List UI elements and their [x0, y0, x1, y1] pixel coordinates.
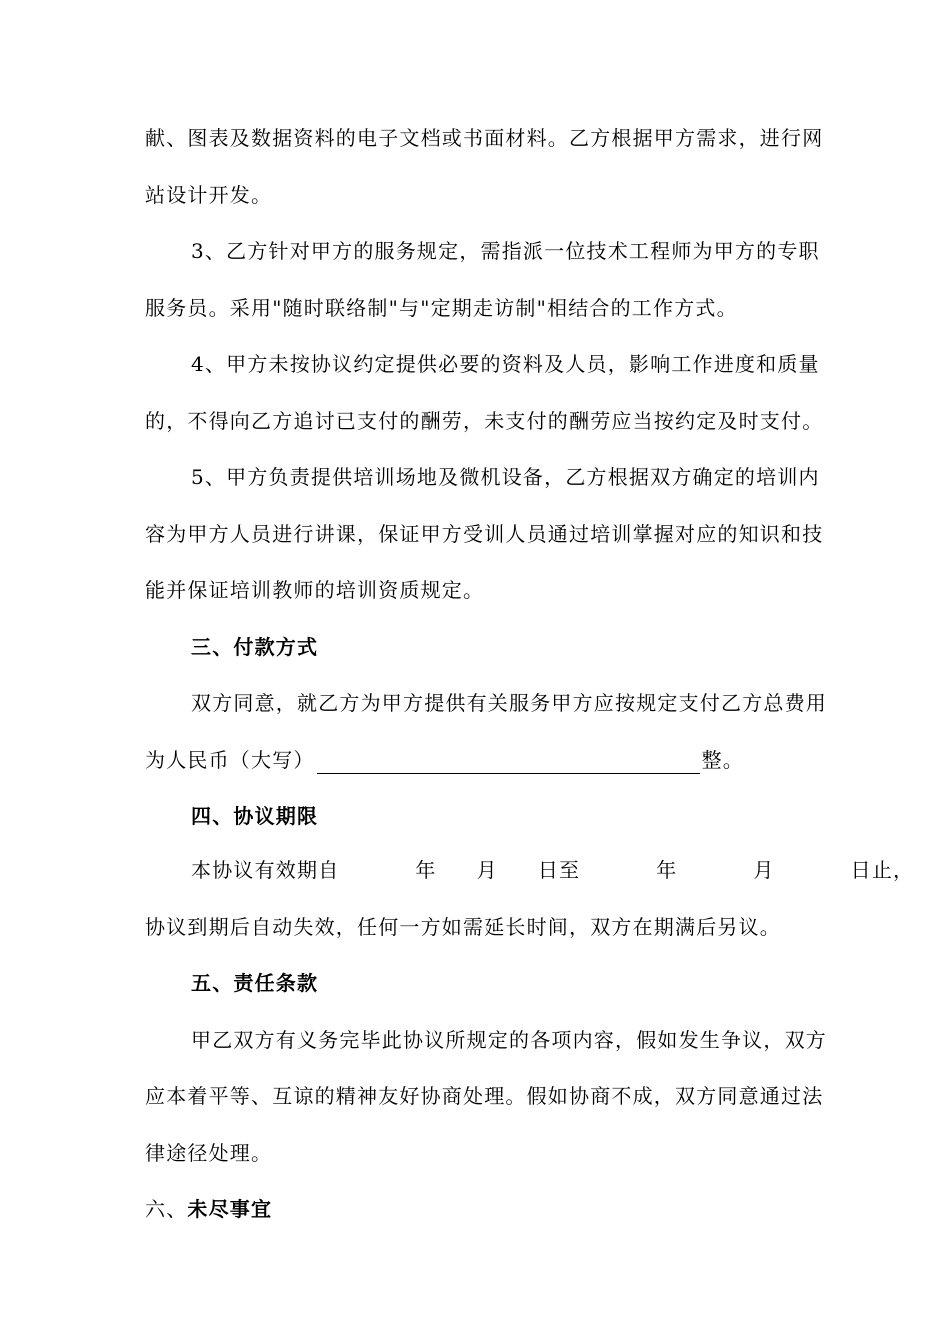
- term-start-label: 本协议有效期自: [191, 858, 340, 882]
- clause-3-line: 服务员。采用"随时联络制"与"定期走访制"相结合的工作方式。: [145, 296, 738, 320]
- paragraph-line: 站设计开发。: [145, 183, 273, 207]
- term-line: 协议到期后自动失效，任何一方如需延长时间，双方在期满后另议。: [145, 915, 781, 939]
- term-dates-line: [191, 856, 914, 884]
- paragraph-line: 献、图表及数据资料的电子文档或书面材料。乙方根据甲方需求，进行网: [145, 126, 824, 150]
- clause-4-line: 的，不得向乙方追讨已支付的酬劳，未支付的酬劳应当按约定及时支付。: [145, 409, 824, 433]
- section-heading-misc-text: 未尽事宜: [187, 1197, 273, 1221]
- end-day-label: 日止，: [850, 858, 915, 882]
- clause-5-line: 能并保证培训教师的培训资质规定。: [145, 578, 485, 602]
- start-year-label: 年: [415, 858, 437, 882]
- section-heading-misc: [145, 1195, 272, 1223]
- payment-amount-label: 为人民币（大写）: [145, 748, 315, 772]
- clause-3-line: 3、乙方针对甲方的服务规定，需指派一位技术工程师为甲方的专职: [191, 239, 820, 263]
- section-heading-misc-number: 六、: [145, 1197, 188, 1221]
- section-heading-payment: 三、付款方式: [191, 635, 319, 659]
- amount-blank-field[interactable]: [317, 751, 700, 774]
- clause-5-line: 5、甲方负责提供培训场地及微机设备，乙方根据双方确定的培训内: [191, 465, 820, 489]
- section-heading-term: 四、协议期限: [191, 804, 319, 828]
- end-month-label: 月: [753, 858, 775, 882]
- clause-5-line: 容为甲方人员进行讲课，保证甲方受训人员通过培训掌握对应的知识和技: [145, 522, 824, 546]
- payment-amount-suffix: 整。: [701, 748, 745, 772]
- payment-line: 双方同意，就乙方为甲方提供有关服务甲方应按规定支付乙方总费用: [191, 691, 827, 715]
- clause-4-line: 4、甲方未按协议约定提供必要的资料及人员，影响工作进度和质量: [191, 352, 820, 376]
- liability-line: 甲乙双方有义务完毕此协议所规定的各项内容，假如发生争议，双方: [191, 1028, 827, 1052]
- liability-line: 应本着平等、互谅的精神友好协商处理。假如协商不成，双方同意通过法: [145, 1084, 824, 1108]
- liability-line: 律途径处理。: [145, 1141, 273, 1165]
- section-heading-liability: 五、责任条款: [191, 971, 319, 995]
- payment-amount-line: [145, 746, 744, 774]
- end-year-label: 年: [656, 858, 678, 882]
- start-day-label: 日至: [537, 858, 581, 882]
- start-month-label: 月: [476, 858, 498, 882]
